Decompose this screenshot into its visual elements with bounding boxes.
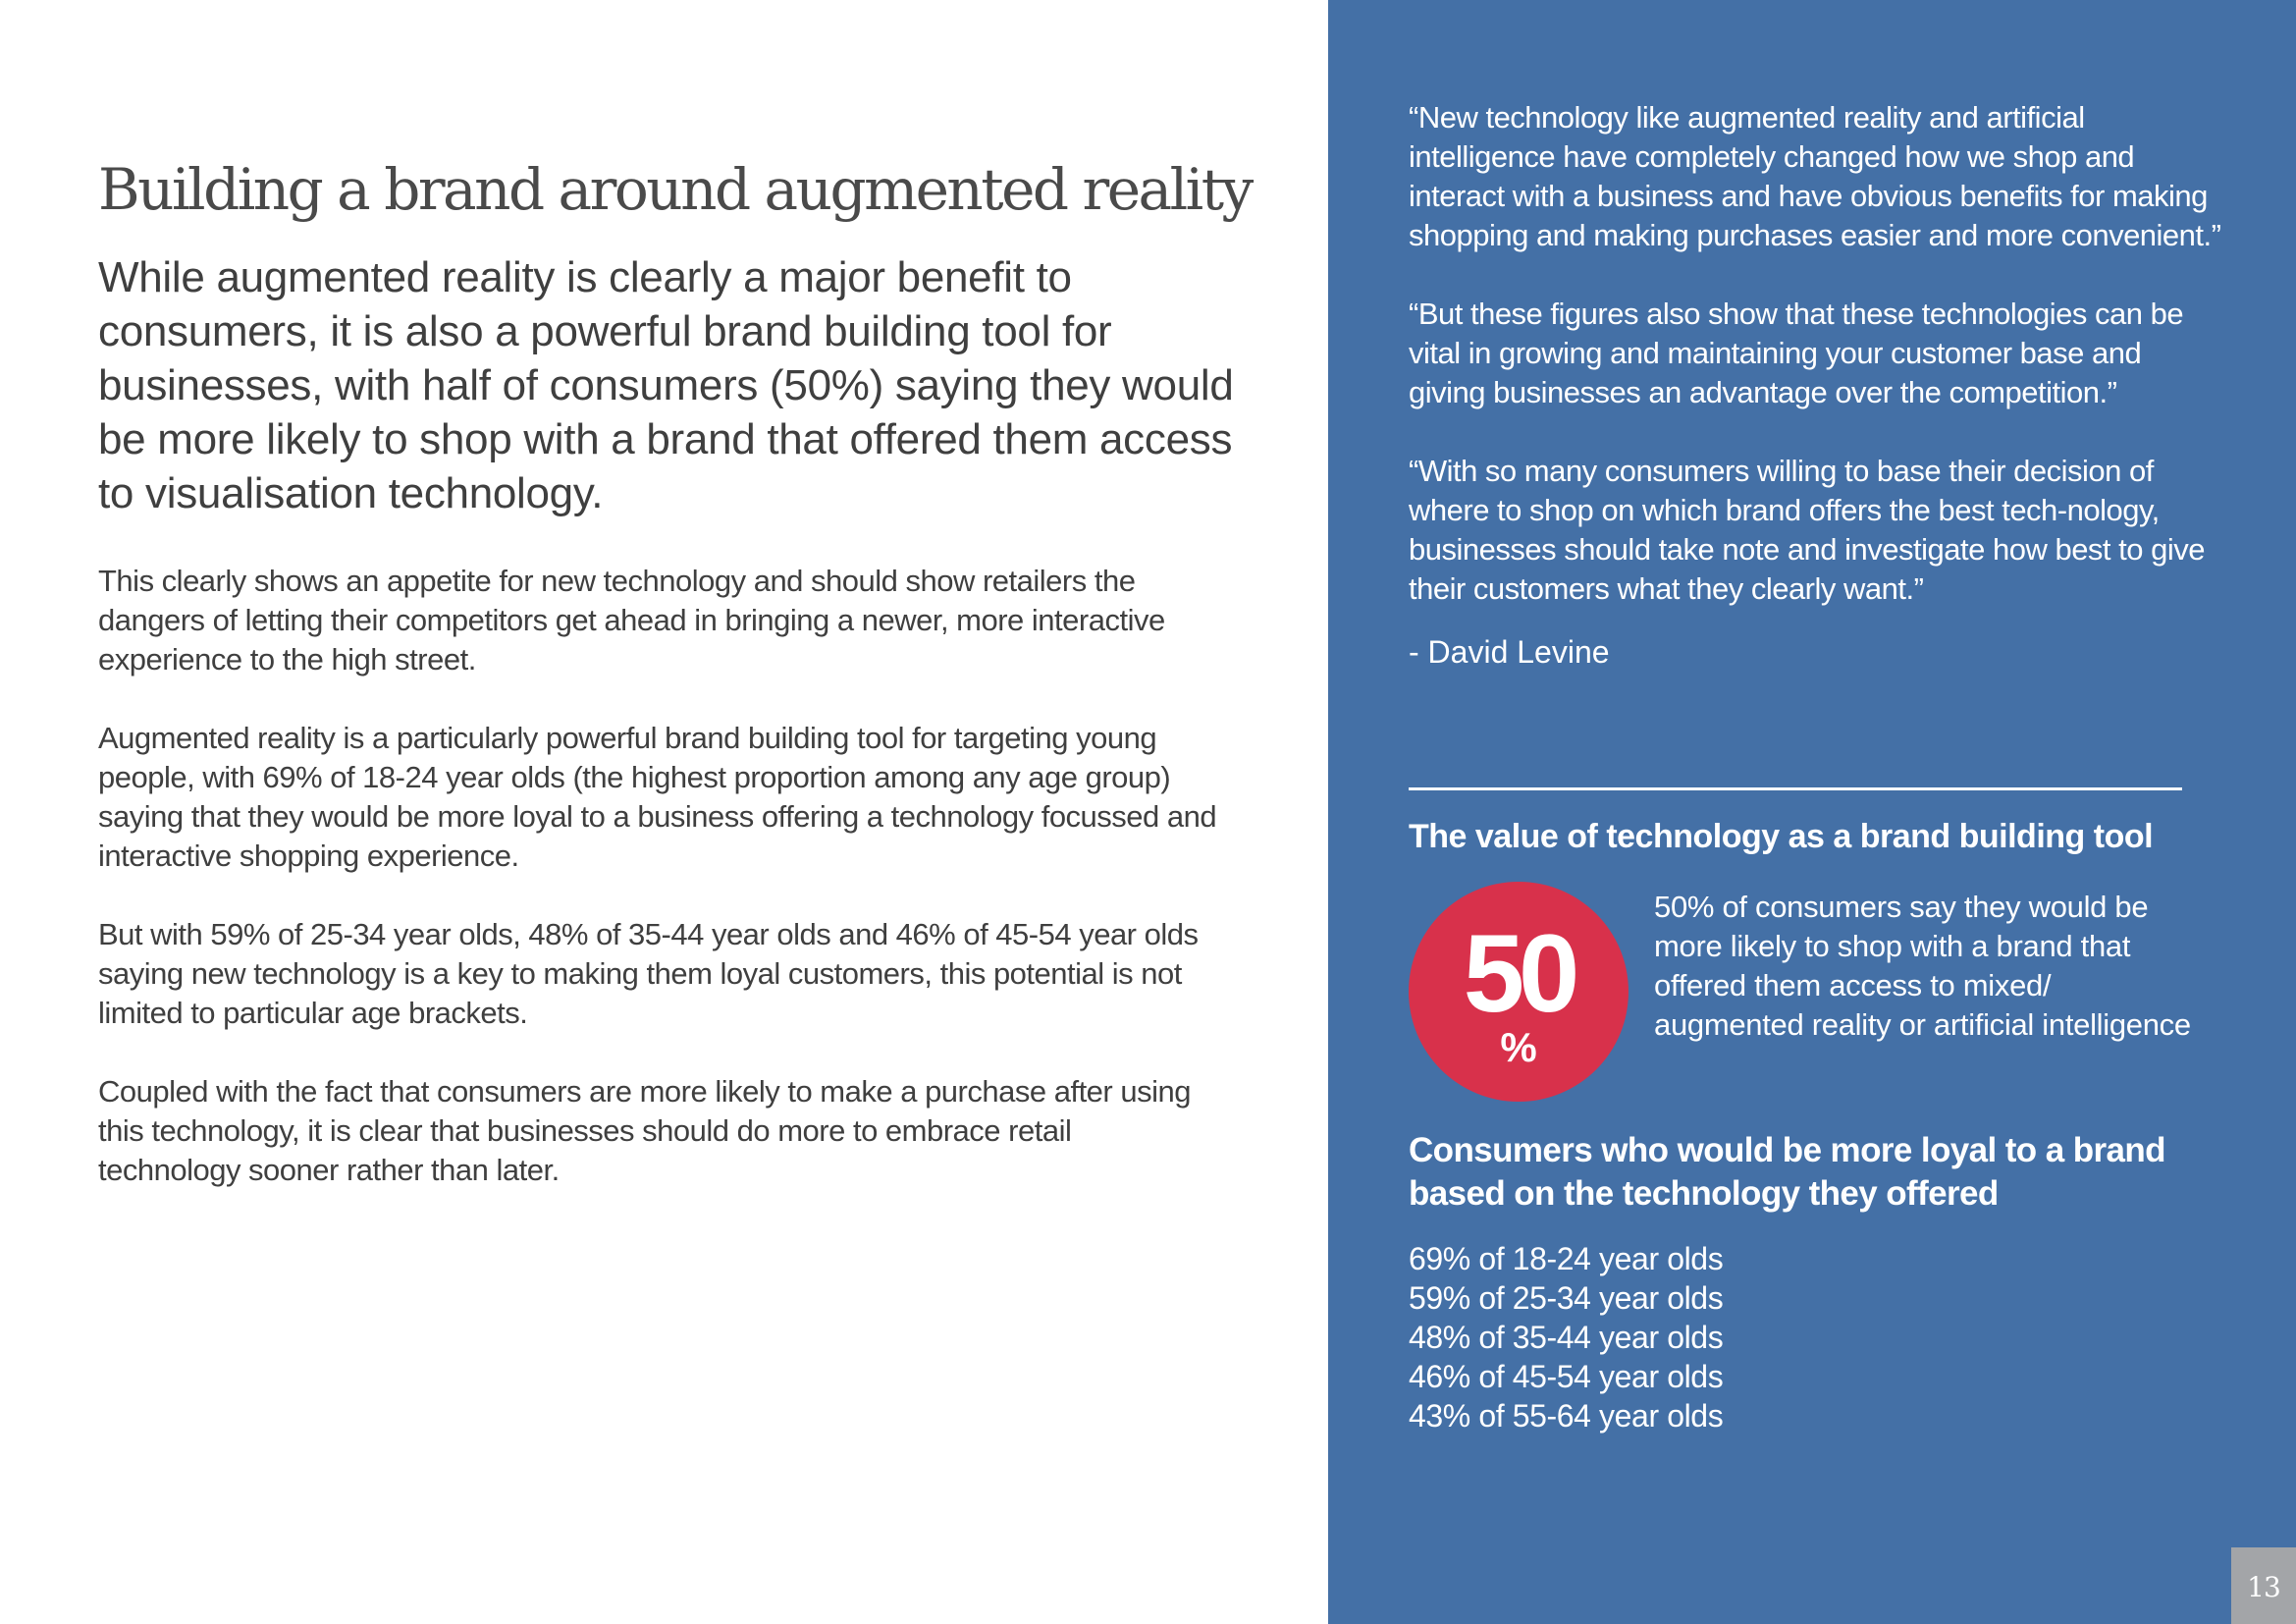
body-paragraph: This clearly shows an appetite for new technology and should show retailers the dangers of letting their competitors get ahead in bringing a newer, more interactive experience to the high street.	[98, 563, 1165, 677]
divider	[1409, 787, 2182, 790]
quotes-block	[1409, 98, 2223, 672]
list-item: 48% of 35-44 year olds	[1409, 1320, 1724, 1355]
body-paragraph: Coupled with the fact that consumers are more likely to make a purchase after using this technology, it is clear that businesses should do more to embrace retail technology sooner rather than later.	[98, 1073, 1191, 1187]
stat-number: 50	[1463, 912, 1575, 1035]
body-paragraph: Augmented reality is a particularly powerful brand building tool for targeting young people, with 69% of 18-24 year olds (the highest proportion among any age group) saying that they would be more loyal to a business offering a technology focussed and interactive shopping experience.	[98, 720, 1217, 873]
stat-description: 50% of consumers say they would be more likely to shop with a brand that offered them access to mixed/ augmented reality or artificial intelligence	[1654, 890, 2191, 1042]
list-item: 43% of 55-64 year olds	[1409, 1398, 1724, 1434]
quote: “But these figures also show that these technologies can be vital in growing and maintaining your customer base and giving businesses an advantage over the competition.”	[1409, 297, 2184, 409]
loyal-list	[1409, 1239, 1998, 1435]
loyal-heading: Consumers who would be more loyal to a brand based on the technology they offered	[1409, 1131, 2165, 1213]
quote: “New technology like augmented reality and artificial intelligence have completely changed how we shop and interact with a business and have obvious benefits for making shopping and making purchases easier and more convenient.”	[1409, 100, 2221, 252]
page-number: 13	[2247, 1571, 2280, 1603]
lead-paragraph: While augmented reality is clearly a major benefit to consumers, it is also a powerful brand building tool for businesses, with half of consumers (50%) saying they would be more likely to shop with a brand that offered them access to visualisation technology.	[98, 252, 1234, 517]
page-title: Building a brand around augmented reality	[98, 156, 1252, 223]
quote-attribution: - David Levine	[1409, 634, 1610, 670]
quote: “With so many consumers willing to base their decision of where to shop on which brand offers the best tech-nology, businesses should take note and investigate how best to give their customers what they clearly want.”	[1409, 454, 2205, 606]
list-item: 46% of 45-54 year olds	[1409, 1359, 1724, 1394]
stat-circle	[1409, 882, 1629, 1102]
page-number-box	[2231, 1547, 2296, 1624]
value-heading: The value of technology as a brand building tool	[1409, 818, 2154, 855]
sidebar-panel	[1328, 0, 2296, 1624]
list-item: 59% of 25-34 year olds	[1409, 1280, 1724, 1316]
main-content	[98, 157, 1276, 1229]
body-paragraph: But with 59% of 25-34 year olds, 48% of 35-44 year olds and 46% of 45-54 year olds saying new technology is a key to making them loyal customers, this potential is not limited to particular age brackets.	[98, 916, 1199, 1030]
stat-unit: %	[1500, 1024, 1537, 1070]
list-item: 69% of 18-24 year olds	[1409, 1241, 1724, 1276]
